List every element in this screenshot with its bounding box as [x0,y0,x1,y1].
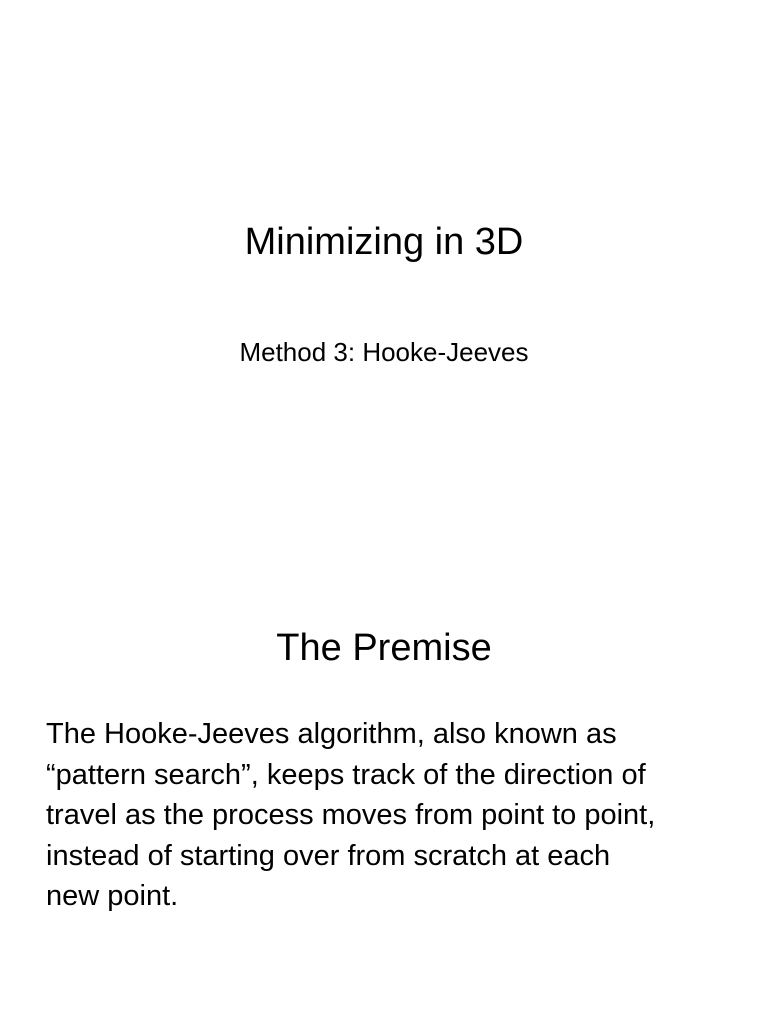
body-line: travel as the process moves from point to point, [46,799,656,831]
body-line: new point. [46,880,179,912]
body-line: “pattern search”, keeps track of the direction of [46,758,646,791]
slide-body-paragraph [46,714,736,917]
slide-title: Minimizing in 3D [244,221,524,263]
slide-premise [0,512,768,1024]
body-line: The Hooke-Jeeves algorithm, also known as [46,718,617,750]
slide-title: The Premise [276,627,492,669]
body-line: instead of starting over from scratch at each [46,839,611,872]
slide-subtitle: Method 3: Hooke-Jeeves [239,337,529,367]
